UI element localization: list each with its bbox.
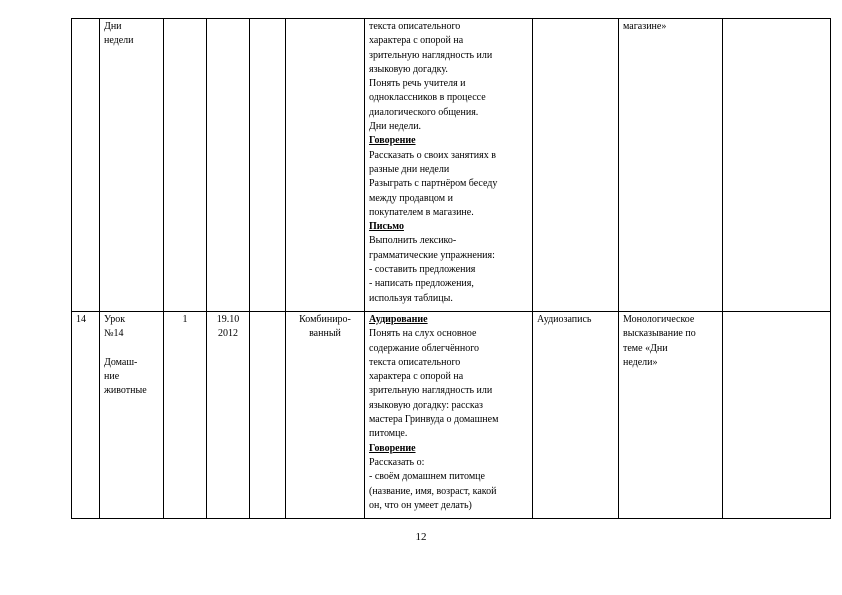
cell-hours bbox=[164, 19, 207, 312]
topic-line: животные bbox=[104, 385, 147, 397]
activity-line: покупателем в магазине. bbox=[369, 206, 474, 218]
activity-line: Дни недели. bbox=[369, 121, 422, 133]
date-line: 2012 bbox=[218, 328, 238, 340]
activity-line: характера с опорой на bbox=[369, 371, 464, 383]
activity-line: зрительную наглядность или bbox=[369, 49, 493, 61]
activity-line: между продавцом и bbox=[369, 192, 453, 204]
activity-line: - своём домашнем питомце bbox=[369, 471, 485, 483]
activity-line: одноклассников в процессе bbox=[369, 92, 486, 104]
activity-line: грамматические упражнения: bbox=[369, 249, 495, 261]
activity-line: текста описательного bbox=[369, 356, 461, 368]
cell-materials bbox=[533, 19, 619, 312]
activity-line: разные дни недели bbox=[369, 163, 450, 175]
cell-lesson-topic bbox=[100, 19, 164, 312]
activity-line: Рассказать о своих занятиях в bbox=[369, 149, 496, 161]
activity-line: - составить предложения bbox=[369, 264, 476, 276]
cell-date bbox=[207, 19, 250, 312]
cell-notes bbox=[723, 312, 831, 519]
cell-number bbox=[72, 19, 100, 312]
cell-date bbox=[207, 312, 250, 519]
activity-line: - написать предложения, bbox=[369, 278, 474, 290]
activity-line: Выполнить лексико- bbox=[369, 235, 457, 247]
cell-activities bbox=[365, 312, 533, 519]
cell-result bbox=[619, 19, 723, 312]
topic-line: ние bbox=[104, 371, 120, 383]
date-line: 19.10 bbox=[216, 314, 240, 325]
activity-line: Рассказать о: bbox=[369, 456, 425, 468]
activity-line: мастера Гринвуда о домашнем bbox=[369, 414, 499, 426]
activity-line: Разыграть с партнёром беседу bbox=[369, 178, 498, 190]
cell-number bbox=[72, 312, 100, 519]
activity-line: питомце. bbox=[369, 428, 408, 440]
activity-line: языковую догадку: рассказ bbox=[369, 399, 483, 411]
activity-line: он, что он умеет делать) bbox=[369, 499, 472, 511]
result-line: магазине» bbox=[623, 21, 667, 32]
cell-activities bbox=[365, 19, 533, 312]
materials-value: Аудиозапись bbox=[537, 314, 592, 325]
cell-lesson-type bbox=[286, 19, 365, 312]
lesson-label: №14 bbox=[104, 328, 124, 340]
activity-line: характера с опорой на bbox=[369, 35, 464, 47]
page-number: 12 bbox=[415, 531, 427, 543]
activity-heading: Говорение bbox=[369, 135, 416, 147]
activity-heading: Аудирование bbox=[369, 314, 428, 325]
activity-line: Понять на слух основное bbox=[369, 328, 477, 340]
activity-line: текста описательного bbox=[369, 21, 461, 32]
result-line: теме «Дни bbox=[623, 342, 668, 354]
topic-line: Домаш- bbox=[104, 356, 138, 368]
topic-line: Дни bbox=[104, 21, 122, 32]
cell-lesson-topic bbox=[100, 312, 164, 519]
result-line: недели» bbox=[623, 356, 658, 368]
table-row bbox=[72, 19, 831, 312]
lesson-label: Урок bbox=[104, 314, 126, 325]
activity-line: языковую догадку. bbox=[369, 63, 448, 75]
cell-notes bbox=[723, 19, 831, 312]
cell-date-actual bbox=[250, 312, 286, 519]
activity-line: используя таблицы. bbox=[369, 292, 453, 304]
hours-value: 1 bbox=[182, 314, 188, 325]
type-line: ванный bbox=[309, 328, 341, 340]
activity-line: диалогического общения. bbox=[369, 106, 479, 118]
activity-line: зрительную наглядность или bbox=[369, 385, 493, 397]
result-line: высказывание по bbox=[623, 328, 696, 340]
type-line: Комбиниро- bbox=[299, 314, 351, 325]
cell-lesson-type bbox=[286, 312, 365, 519]
activity-line: Понять речь учителя и bbox=[369, 78, 466, 90]
cell-date-actual bbox=[250, 19, 286, 312]
lesson-plan-table bbox=[71, 18, 831, 519]
lesson-number: 14 bbox=[76, 314, 86, 325]
activity-heading: Говорение bbox=[369, 442, 416, 454]
cell-materials bbox=[533, 312, 619, 519]
topic-line: недели bbox=[104, 35, 134, 47]
activity-line: содержание облегчённого bbox=[369, 342, 480, 354]
activity-heading: Письмо bbox=[369, 221, 404, 233]
table-row bbox=[72, 312, 831, 519]
cell-result bbox=[619, 312, 723, 519]
cell-hours bbox=[164, 312, 207, 519]
activity-line: (название, имя, возраст, какой bbox=[369, 485, 497, 497]
result-line: Монологическое bbox=[623, 314, 695, 325]
